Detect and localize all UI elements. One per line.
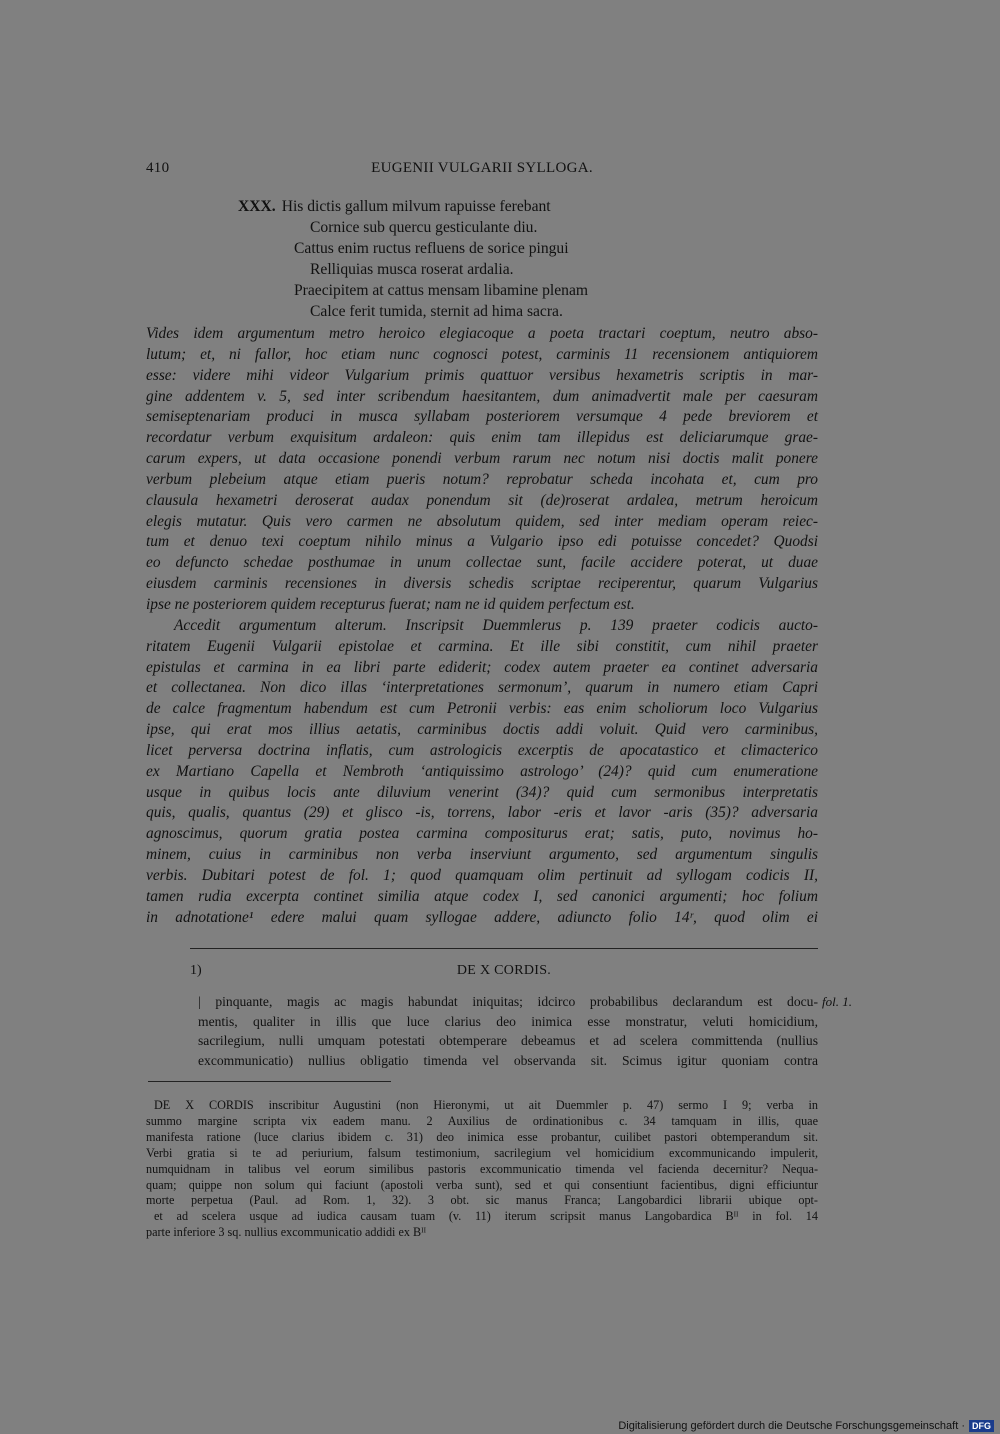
commentary-line: elegis mutatur. Quis vero carmen ne absolutum quidem, sed inter mediam operam reiec- (146, 512, 818, 530)
commentary-line: licet perversa doctrina inflatis, cum astrologicis excerptis de apocatastico et climacterico (146, 741, 818, 759)
funding-text: Digitalisierung gefördert durch die Deutsche Forschungsgemeinschaft · (618, 1420, 965, 1432)
poem-line: Cornice sub quercu gesticulante diu. (310, 219, 538, 236)
commentary-line: ritatem Eugenii Vulgarii epistolae et carmina. Et ille sibi constitit, cum nihil praeter (146, 637, 818, 655)
apparatus-line: Verbi gratia si te ad periurium, falsum testimonium, sacrilegium vel homicidium excommunicando impulerit, (146, 1145, 818, 1160)
commentary-line: in adnotatione¹ edere malui quam syllogae addere, adiuncto folio 14ʳ, quod olim ei (146, 908, 818, 926)
commentary-line: usque in quibus locis ante diluvium venerint (34)? quid cum sermonibus interpretatis (146, 783, 818, 801)
critical-apparatus (146, 1098, 818, 1241)
poem-line: Praecipitem at cattus mensam libamine plenam (294, 282, 589, 299)
apparatus-line: morte perpetua (Paul. ad Rom. 1, 32). 3 obt. sic manus Franca; Langobardici librarii ubique opt- (146, 1193, 818, 1208)
commentary (146, 324, 818, 928)
commentary-line: eo defuncto schedae posthumae in unum collectae sunt, facile accidere poterat, ut duae (146, 554, 818, 572)
footnote-line: mentis, qualiter in illis que luce clarius deo inimica esse monstratur, veluti homicidium, (198, 1013, 818, 1029)
commentary-line: Vides idem argumentum metro heroico elegiacoque a poeta tractari coeptum, neutro abso- (146, 325, 818, 342)
commentary-line: de calce fragmentum habendum est cum Petronii verbis: eas enim scholiorum loco Vulgarius (146, 700, 818, 718)
poem-line: Relliquias musca roserat ardalia. (310, 261, 514, 278)
commentary-line: minem, cuius in carminibus non verba inserviunt argumento, sed argumentum singulis (146, 846, 818, 864)
funding-footer (618, 1418, 994, 1434)
poem-number: XXX. (238, 198, 276, 215)
page-number: 410 (146, 160, 170, 176)
footnote-line: sacrilegium, nulli umquam potestati obtemperare debeamus et ad scelera committenda (nullius (198, 1033, 818, 1049)
apparatus-line: DE X CORDIS inscribitur Augustini (non Hieronymi, ut ait Duemmler p. 47) sermo I 9; verba in (154, 1098, 818, 1112)
apparatus-line: et ad scelera usque ad iudica causam tuam (v. 11) iterum scripsit manus Langobardica Bᴵᴵ in fol. 14 (154, 1209, 818, 1224)
footnote-marker: 1) (190, 963, 202, 978)
commentary-line: Accedit argumentum alterum. Inscripsit Duemmlerus p. 139 praeter codicis aucto- (174, 616, 818, 634)
commentary-line: lutum; et, ni fallor, hoc etiam nunc cognosci potest, carminis 11 recensionem antiquiorem (146, 345, 818, 363)
margin-note: fol. 1. (822, 994, 852, 1009)
commentary-line: tum et denuo texi coeptum nihilo minus a Vulgario ipso edi potuisse concedet? Quodsi (146, 533, 818, 551)
commentary-line: epistulas et carmina in ea libri parte ediderit; codex autem praeter ea continet adversaria (146, 658, 818, 676)
commentary-line: verbum plebeium atque etiam pueris notum? reprobatur scheda incohata et, cum pro (146, 470, 818, 488)
commentary-line: tamen rudia excerpta continet similia atque codex I, sed canonici argumenti; hoc folium (146, 887, 818, 905)
poem-line: Cattus enim ructus refluens de sorice pingui (294, 240, 569, 257)
running-title: EUGENII VULGARII SYLLOGA. (371, 160, 593, 176)
commentary-line: ipse, qui erat mos illius aetatis, carminibus doctis addi voluit. Quid vero carminibus, (146, 721, 818, 739)
commentary-line: ipse ne posteriorem quidem recepturus fuerat; nam ne id quidem perfectum est. (146, 595, 635, 613)
footnote-title: DE X CORDIS. (456, 963, 552, 978)
apparatus-line: manifesta ratione (luce clarius ibidem c. 31) deo inimica esse probantur, cuilibet pastori obtemperandum sit. (146, 1129, 818, 1144)
poem-line: XXX. His dictis gallum milvum rapuisse ferebant (238, 198, 551, 215)
commentary-line: verbis. Dubitari potest de fol. 1; quod quamquam olim pertinuit ad syllogam codicis II, (146, 866, 818, 884)
commentary-line: gine addentem v. 5, sed inter scribendum haesitantem, dum animadvertit male per caesuram (146, 387, 818, 405)
commentary-line: eiusdem carminis recensiones in diversis schedis scriptae reciperentur, quarum Vulgarius (146, 575, 818, 593)
dfg-logo: DFG (969, 1420, 994, 1432)
footnote-line: | pinquante, magis ac magis habundat iniquitas; idcirco probabilibus declarandum est docu- (198, 994, 818, 1009)
apparatus-line: summo margine scripta vix eadem manu. 2 Auxilius de ordinationibus c. 34 tamquam in illis, quae (146, 1113, 818, 1128)
commentary-line: semiseptenariam produci in musca syllabam posteriorem versumque 4 pede breviorem et (146, 408, 818, 426)
apparatus-line: quam; quippe non solum qui faciunt (apostoli verba sunt), sed et qui consentiunt facientibus, digni efficiuntur (146, 1177, 818, 1192)
commentary-line: clausula hexametri deroserat audax ponendum sit (de)roserat ardalea, metrum heroicum (146, 491, 818, 509)
commentary-line: carum expers, ut data occasione ponendi verbum rarum nec notum nisi doctis malit ponere (146, 450, 818, 468)
poem-xxx (238, 196, 588, 322)
apparatus-divider (148, 1081, 391, 1082)
apparatus-line: parte inferiore 3 sq. nullius excommunicatio addidi ex Bᴵᴵ (146, 1225, 427, 1240)
commentary-line: recordatur verbum exquisitum ardaleon: quis enim tam illepidus est deliciarumque grae- (146, 429, 818, 447)
poem-line: Calce ferit tumida, sternit ad hima sacra. (310, 303, 563, 320)
commentary-line: esse: videre mihi videor Vulgarium primis quattuor versibus hexametris scriptis in mar- (146, 366, 818, 384)
footnote-line: excommunicatio) nullius obligatio timenda vel observanda sit. Scimus igitur quoniam contra (198, 1053, 818, 1069)
footnote-text (198, 992, 818, 1071)
commentary-line: quis, qualis, quantus (29) et glisco -is, torrens, labor -eris et lavor -aris (35)? adversaria (146, 804, 818, 822)
apparatus-line: numquidnam in talibus vel eorum similibus pastoris excommunicatio timenda vel facienda decernitur? Nequa- (146, 1161, 818, 1176)
commentary-line: agnoscimus, quorum gratia postea carmina compositurus erat; satis, puto, novimus ho- (146, 825, 818, 843)
commentary-line: et collectanea. Non dico illas ‘interpretationes sermonum’, quarum in numero etiam Capri (146, 679, 818, 697)
footnote-divider (190, 948, 818, 949)
commentary-line: ex Martiano Capella et Nembroth ‘antiquissimo astrologo’ (24)? quid cum enumeratione (146, 762, 818, 780)
